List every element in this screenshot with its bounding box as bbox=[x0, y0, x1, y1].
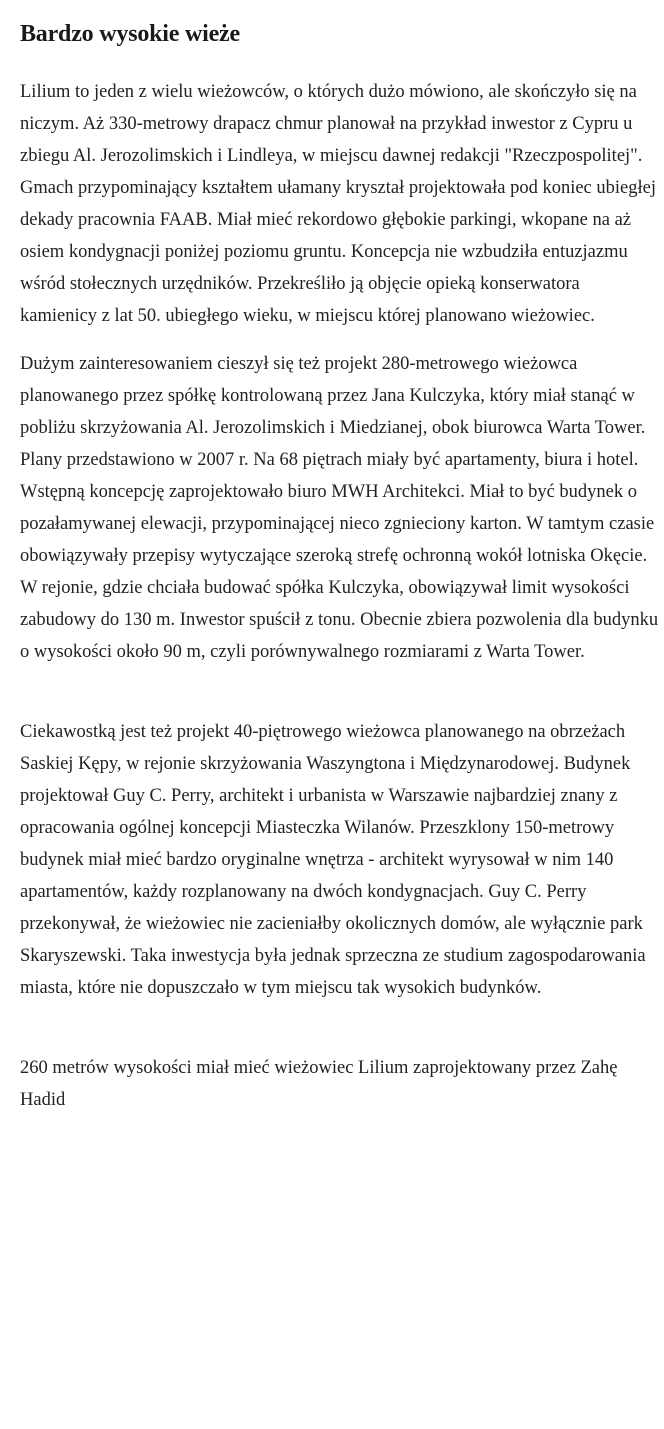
article-title: Bardzo wysokie wieże bbox=[20, 21, 240, 47]
article-paragraph: Ciekawostką jest też projekt 40-piętrowego wieżowca planowanego na obrzeżach Saskiej Kępy, w rejonie skrzyżowania Waszyngtona i Międzynarodowej. Budynek projektował Guy C. Perry, architekt i urbanista w Warszawie najbardziej znany z opracowania ogólnej koncepcji Miasteczka Wilanów. Przeszklony 150-metrowy budynek miał mieć bardzo oryginalne wnętrza - architekt wyrysował w nim 140 apartamentów, każdy rozplanowany na dwóch kondygnacjach. Guy C. Perry przekonywał, że wieżowiec nie zacieniałby okolicznych domów, ale wyłącznie park Skaryszewski. Taka inwestycja była jednak sprzeczna ze studium zagospodarowania miasta, które nie dopuszczało w tym miejscu tak wysokich budynków. bbox=[20, 722, 646, 998]
article bbox=[20, 0, 660, 1116]
article-paragraph: Lilium to jeden z wielu wieżowców, o których dużo mówiono, ale skończyło się na niczym. Aż 330-metrowy drapacz chmur planował na przykład inwestor z Cypru u zbiegu Al. Jerozolimskich i Lindleya, w miejscu dawnej redakcji "Rzeczpospolitej". Gmach przypominający kształtem ułamany kryształ projektowała pod koniec ubiegłej dekady pracownia FAAB. Miał mieć rekordowo głębokie parkingi, wkopane na aż osiem kondygnacji poniżej poziomu gruntu. Koncepcja nie wzbudziła entuzjazmu wśród stołecznych urzędników. Przekreśliło ją objęcie opieką konserwatora kamienicy z lat 50. ubiegłego wieku, w miejscu której planowano wieżowiec. bbox=[20, 82, 656, 326]
image-caption: 260 metrów wysokości miał mieć wieżowiec Lilium zaprojektowany przez Zahę Hadid bbox=[20, 1058, 618, 1110]
article-paragraph: Dużym zainteresowaniem cieszył się też projekt 280-metrowego wieżowca planowanego przez spółkę kontrolowaną przez Jana Kulczyka, który miał stanąć w pobliżu skrzyżowania Al. Jerozolimskich i Miedzianej, obok biurowca Warta Tower. Plany przedstawiono w 2007 r. Na 68 piętrach miały być apartamenty, biura i hotel. Wstępną koncepcję zaprojektowało biuro MWH Architekci. Miał to być budynek o pozałamywanej elewacji, przypominającej nieco zgnieciony karton. W tamtym czasie obowiązywały przepisy wytyczające szeroką strefę ochronną wokół lotniska Okęcie. W rejonie, gdzie chciała budować spółka Kulczyka, obowiązywał limit wysokości zabudowy do 130 m. Inwestor spuścił z tonu. Obecnie zbiera pozwolenia dla budynku o wysokości około 90 m, czyli porównywalnego rozmiarami z Warta Tower. bbox=[20, 354, 659, 662]
